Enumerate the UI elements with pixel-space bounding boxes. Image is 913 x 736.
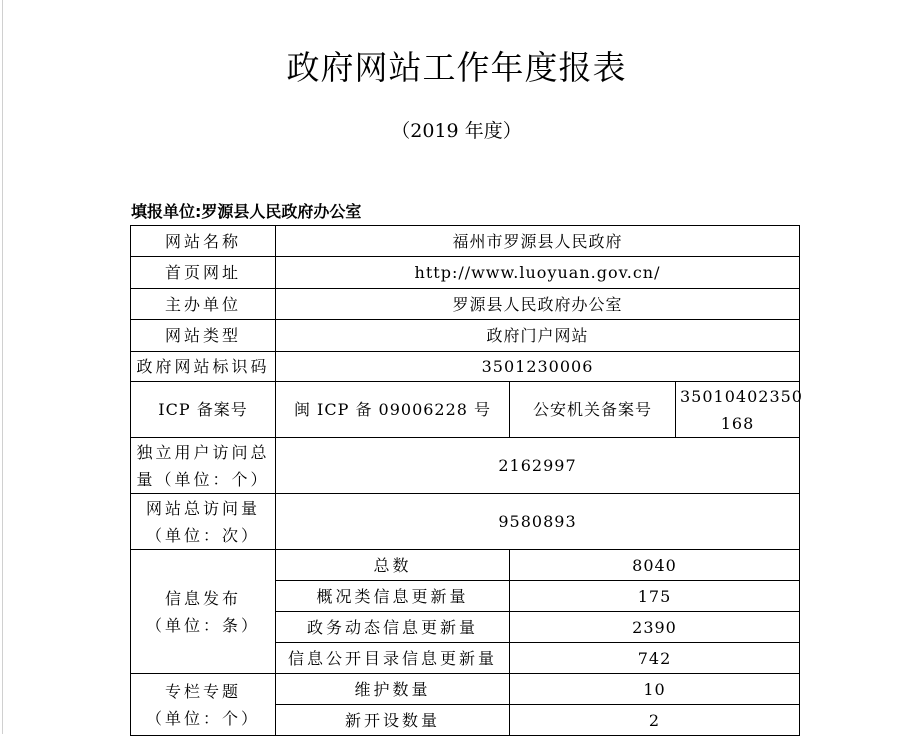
info-publish-label-line1: 信息发布 xyxy=(164,588,241,608)
site-name-value: 福州市罗源县人民政府 xyxy=(276,226,800,257)
info-catalog-label: 信息公开目录信息更新量 xyxy=(276,643,510,674)
info-news-value: 2390 xyxy=(510,612,800,643)
homepage-value: http://www.luoyuan.gov.cn/ xyxy=(276,257,800,289)
info-publish-label xyxy=(131,550,276,674)
page-edge xyxy=(2,0,3,734)
site-code-label: 政府网站标识码 xyxy=(131,352,276,382)
icp-value: 闽 ICP 备 09006228 号 xyxy=(276,382,510,438)
total-visits-label-line2: （单位：次） xyxy=(145,525,260,545)
sponsor-label: 主办单位 xyxy=(131,289,276,320)
columns-label xyxy=(131,674,276,736)
reporting-unit: 填报单位:罗源县人民政府办公室 xyxy=(131,202,362,221)
table-row xyxy=(131,494,800,550)
table-row xyxy=(131,289,800,320)
columns-label-line2: （单位：个） xyxy=(145,708,260,728)
sponsor-value: 罗源县人民政府办公室 xyxy=(276,289,800,320)
site-code-value: 3501230006 xyxy=(276,352,800,382)
info-publish-label-line2: （单位：条） xyxy=(145,615,260,635)
info-total-value: 8040 xyxy=(510,550,800,581)
unique-visitors-label-line1: 独立用户访问总 xyxy=(136,442,270,462)
columns-new-value: 2 xyxy=(510,705,800,736)
site-type-label: 网站类型 xyxy=(131,320,276,352)
page-title: 政府网站工作年度报表 xyxy=(286,48,627,87)
columns-maintained-label: 维护数量 xyxy=(276,674,510,705)
table-row xyxy=(131,226,800,257)
site-type-value: 政府门户网站 xyxy=(276,320,800,352)
total-visits-label xyxy=(131,494,276,550)
police-record-value-line2: 168 xyxy=(720,413,755,433)
table-row xyxy=(131,320,800,352)
unique-visitors-value: 2162997 xyxy=(276,438,800,494)
total-visits-value: 9580893 xyxy=(276,494,800,550)
homepage-label: 首页网址 xyxy=(131,257,276,289)
columns-maintained-value: 10 xyxy=(510,674,800,705)
report-table xyxy=(130,225,803,736)
icp-label: ICP 备案号 xyxy=(131,382,276,438)
info-overview-label: 概况类信息更新量 xyxy=(276,581,510,612)
table-row xyxy=(131,352,800,382)
columns-label-line1: 专栏专题 xyxy=(164,681,241,701)
police-record-value xyxy=(676,382,803,438)
table-row xyxy=(131,438,800,494)
table-row xyxy=(131,257,800,289)
info-overview-value: 175 xyxy=(510,581,800,612)
columns-new-label: 新开设数量 xyxy=(276,705,510,736)
total-visits-label-line1: 网站总访问量 xyxy=(145,498,260,518)
info-catalog-value: 742 xyxy=(510,643,800,674)
police-record-label: 公安机关备案号 xyxy=(510,382,676,438)
police-record-value-line1: 35010402350 xyxy=(680,386,803,406)
table-row xyxy=(131,550,800,581)
unique-visitors-label-line2: 量（单位：个） xyxy=(136,469,270,489)
info-total-label: 总数 xyxy=(276,550,510,581)
table-row xyxy=(131,382,800,438)
site-name-label: 网站名称 xyxy=(131,226,276,257)
unique-visitors-label xyxy=(131,438,276,494)
page-subtitle: （2019 年度） xyxy=(391,120,522,142)
table-row xyxy=(131,674,800,705)
info-news-label: 政务动态信息更新量 xyxy=(276,612,510,643)
